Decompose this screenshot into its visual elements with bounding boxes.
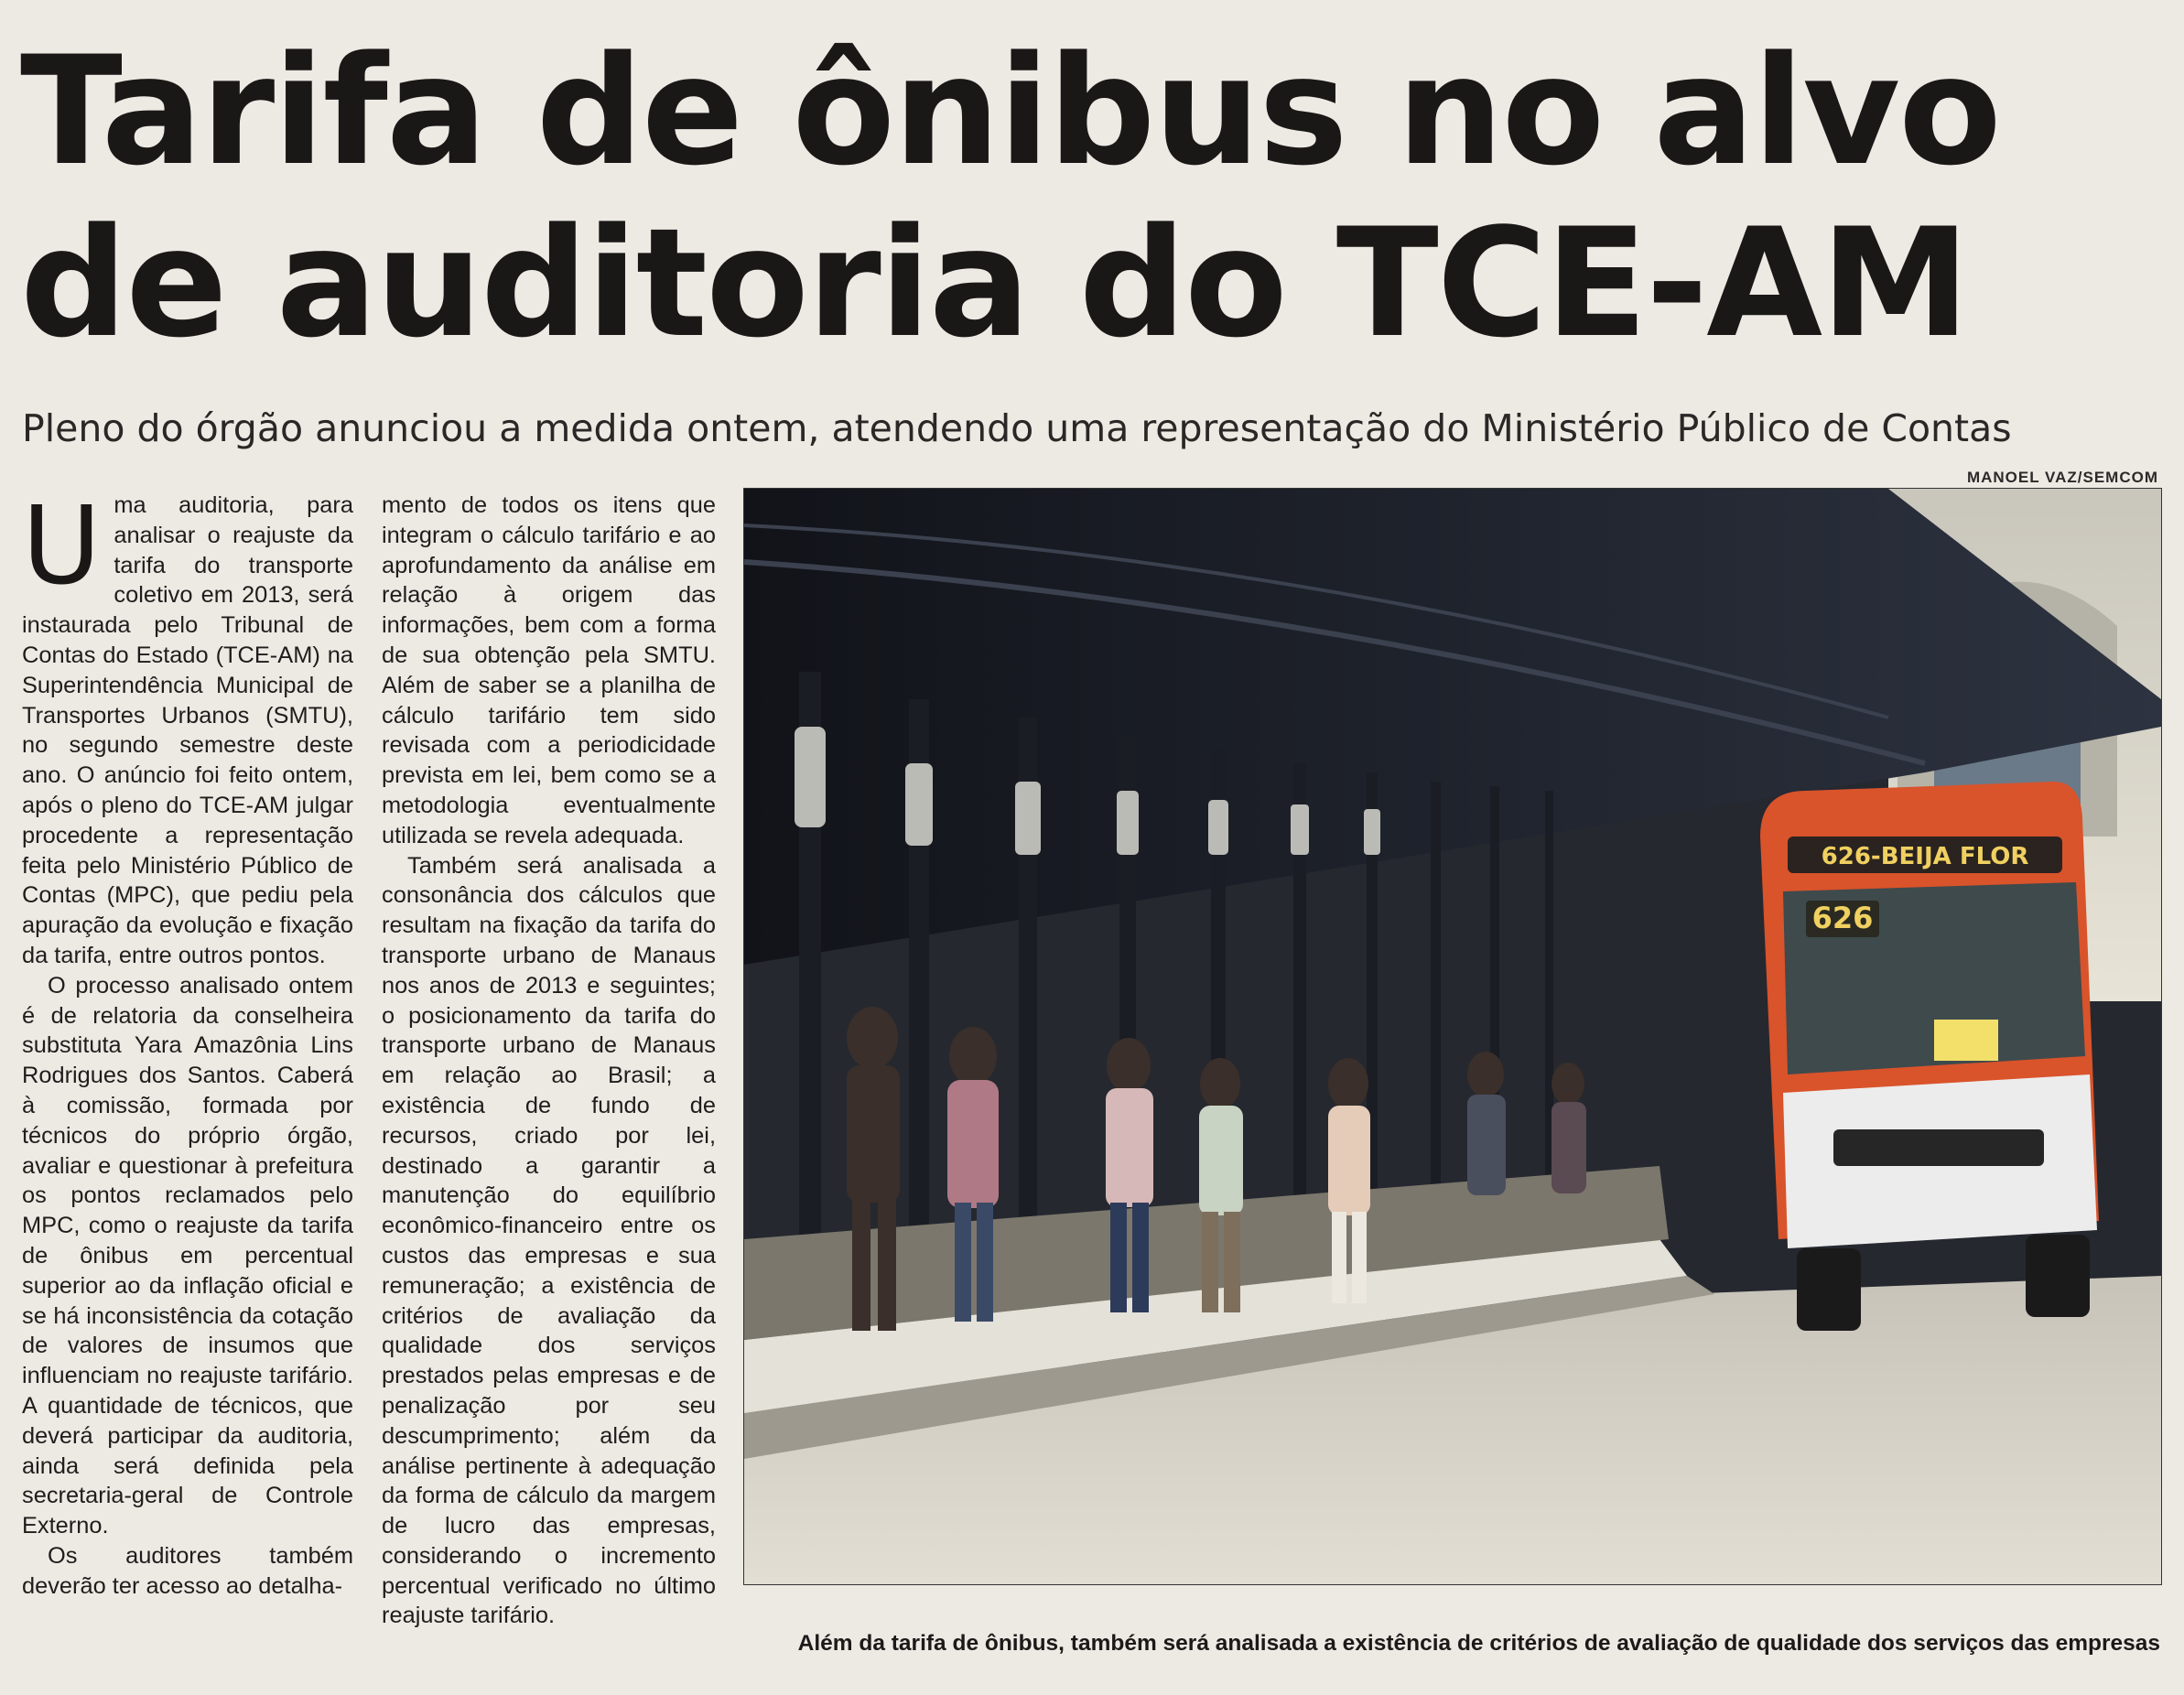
subheadline: Pleno do órgão anunciou a medida ontem, atendendo uma representação do Ministério Público de Contas [22,406,2012,450]
headline-line-1: Tarifa de ônibus no alvo [20,24,2000,199]
photo-credit: MANOEL VAZ/SEMCOM [1966,469,2158,486]
paragraph-3: Os auditores também deverão ter acesso ao detalha- [22,1542,353,1599]
headline [20,26,2162,370]
paragraph-1 [22,482,353,971]
article-column-1 [22,482,353,1601]
bus-destination-sign: 626-BEIJA FLOR [1821,843,2029,870]
paragraph-5: Também será analisada a consonância dos cálculos que resultam na fixação da tarifa do transporte urbano de Manaus nos anos de 2013 e seguintes; o posicionamento da tarifa do transporte urbano de Manaus em relação ao Brasil; a existência de fundo de recursos, criado por lei, destinado a garantir a manutenção do equilíbrio econômico-financeiro entre os custos das empresas e sua remuneração; a existência de critérios de avaliação da qualidade dos serviços prestados pelas empresas e de penalização por seu descumprimento; além da análise pertinente à adequação da forma de cálculo da margem de lucro das empresas, considerando o incremento percentual verificado no último reajuste tarifário. [382,852,716,1629]
photo-illustration [744,489,2161,1584]
headline-line-2: de auditoria do TCE-AM [20,196,1969,371]
drop-cap: U [22,482,102,609]
bus-terminal-photo [743,488,2162,1585]
paragraph-4: mento de todos os itens que integram o cálculo tarifário e ao aprofundamento da análise em relação à origem das informações, bem com a forma de sua obtenção pela SMTU. Além de saber se a planilha de cálculo tarifário tem sido revisada com a periodicidade prevista em lei, bem como se a metodologia eventualmente utilizada se revela adequada. [382,492,716,848]
bus-number-sign: 626 [1811,901,1874,935]
article-column-2 [382,491,716,1631]
photo-caption: Além da tarifa de ônibus, também será analisada a existência de critérios de avaliação de qualidade dos serviços das empresas [797,1631,2160,1656]
paragraph-2: O processo analisado ontem é de relatoria da conselheira substituta Yara Amazônia Lins Rodrigues dos Santos. Caberá à comissão, formada por técnicos do próprio órgão, avaliar e questionar à prefeitura os pontos reclamados pelo MPC, como o reajuste da tarifa de ônibus em percentual superior ao da inflação oficial e se há inconsistência da cotação de valores de insumos que influenciam no reajuste tarifário. A quantidade de técnicos, que deverá participar da auditoria, ainda será definida pela secretaria-geral de Controle Externo. [22,972,353,1539]
paragraph-1-text: ma auditoria, para analisar o reajuste da tarifa do transporte coletivo em 2013, será instaurada pelo Tribunal de Contas do Estado (TCE-AM) na Superintendência Municipal de Transportes Urbanos (SMTU), no segundo semestre deste ano. O anúncio foi feito ontem, após o pleno do TCE-AM julgar procedente a representação feita pelo Ministério Público de Contas (MPC), que pediu pela apuração da evolução e fixação da tarifa, entre outros pontos. [22,492,353,968]
